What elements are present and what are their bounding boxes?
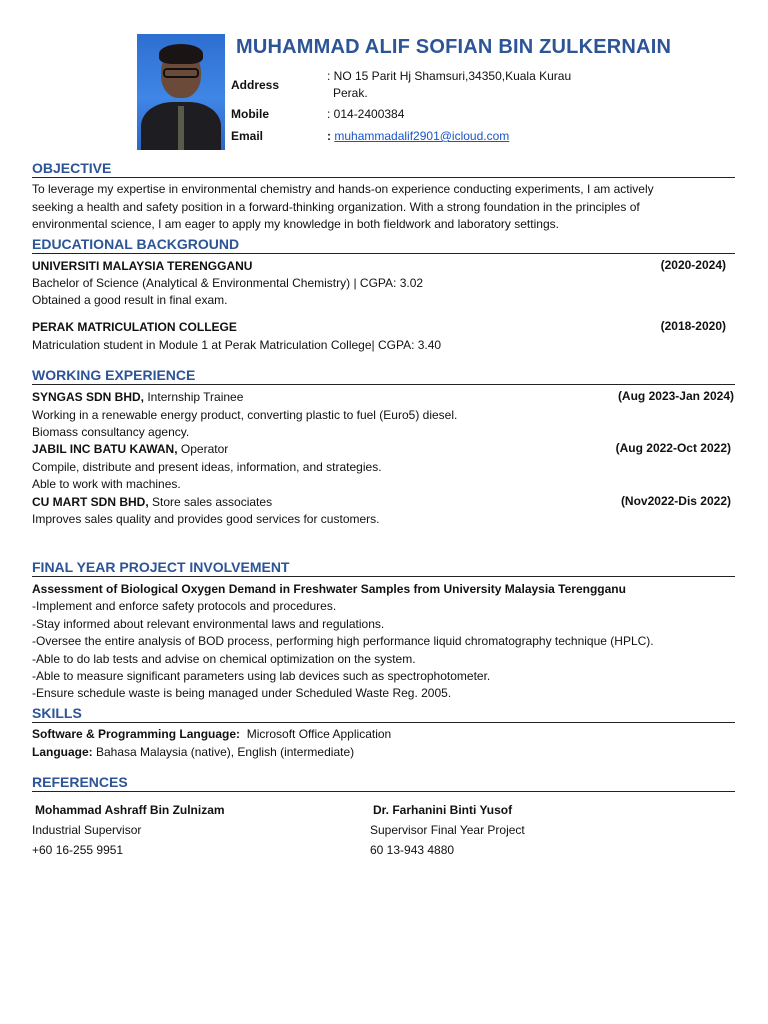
education-institution: UNIVERSITI MALAYSIA TERENGGANU (32, 259, 253, 273)
experience-detail: Biomass consultancy agency. (32, 425, 190, 439)
reference-1 (35, 800, 225, 820)
address-label: Address (231, 78, 280, 92)
profile-photo (137, 34, 225, 150)
skills-software-value: Microsoft Office Application (240, 727, 392, 741)
experience-detail: Able to work with machines. (32, 477, 181, 491)
reference-name: Dr. Farhanini Binti Yusof (373, 803, 513, 817)
experience-date: (Nov2022-Dis 2022) (620, 494, 731, 508)
education-title: EDUCATIONAL BACKGROUND (32, 236, 735, 254)
reference-phone: +60 16-255 9951 (32, 843, 124, 857)
experience-role: Store sales associates (148, 495, 273, 509)
experience-detail: Compile, distribute and present ideas, information, and strategies. (32, 460, 382, 474)
experience-role: Operator (177, 442, 229, 456)
reference-2 (373, 800, 512, 820)
experience-company: JABIL INC BATU KAWAN, (32, 442, 178, 456)
address-line-1: : NO 15 Parit Hj Shamsuri,34350,Kuala Kurau (327, 69, 572, 83)
objective-line: seeking a health and safety position in a forward-thinking organization. With a strong foundation in the principles of (32, 200, 640, 214)
fyp-item: -Stay informed about relevant environmental laws and regulations. (32, 617, 385, 631)
fyp-item: -Able to do lab tests and advise on chemical optimization on the system. (32, 652, 416, 666)
objective-line: To leverage my expertise in environmental chemistry and hands-on experience conducting experiments, I am actively (32, 182, 654, 196)
experience-company: SYNGAS SDN BHD, (32, 390, 145, 404)
fyp-item: -Able to measure significant parameters using lab devices such as spectrophotometer. (32, 669, 491, 683)
education-date: (2020-2024) (660, 258, 726, 272)
skills-title: SKILLS (32, 705, 735, 723)
email-label: Email (231, 129, 264, 143)
skills-software (32, 726, 737, 744)
reference-phone: 60 13-943 4880 (370, 843, 455, 857)
mobile-label: Mobile (231, 107, 269, 121)
education-detail: Bachelor of Science (Analytical & Environmental Chemistry) | CGPA: 3.02 (32, 276, 424, 290)
fyp-project-title: Assessment of Biological Oxygen Demand in Freshwater Samples from University Malaysia Terengganu (32, 582, 626, 596)
fyp-item: -Oversee the entire analysis of BOD process, performing high performance liquid chromatography technique (HPLC). (32, 634, 654, 648)
experience-role: Internship Trainee (144, 390, 244, 404)
education-institution: PERAK MATRICULATION COLLEGE (32, 320, 237, 334)
education-date: (2018-2020) (660, 319, 726, 333)
objective-title: OBJECTIVE (32, 160, 735, 178)
experience-date: (Aug 2022-Oct 2022) (615, 441, 731, 455)
experience-title: WORKING EXPERIENCE (32, 367, 735, 385)
reference-position: Industrial Supervisor (32, 823, 142, 837)
education-detail: Obtained a good result in final exam. (32, 293, 228, 307)
candidate-name: MUHAMMAD ALIF SOFIAN BIN ZULKERNAIN (236, 36, 672, 58)
experience-company: CU MART SDN BHD, (32, 495, 149, 509)
fyp-item: -Ensure schedule waste is being managed under Scheduled Waste Reg. 2005. (32, 686, 452, 700)
experience-detail: Working in a renewable energy product, converting plastic to fuel (Euro5) diesel. (32, 408, 458, 422)
references-title: REFERENCES (32, 774, 735, 792)
objective-line: environmental science, I am eager to apply my knowledge in both fieldwork and laboratory settings. (32, 217, 559, 231)
mobile-value: : 014-2400384 (327, 107, 405, 121)
email-row (327, 129, 509, 143)
skills-software-label: Software & Programming Language: (32, 727, 241, 741)
email-prefix: : (327, 129, 331, 143)
reference-position: Supervisor Final Year Project (370, 823, 525, 837)
skills-language (32, 744, 737, 762)
fyp-item: -Implement and enforce safety protocols and procedures. (32, 599, 337, 613)
fyp-title: FINAL YEAR PROJECT INVOLVEMENT (32, 559, 735, 577)
experience-date: (Aug 2023-Jan 2024) (617, 389, 734, 403)
skills-language-label: Language: (32, 745, 93, 759)
skills-language-value: Bahasa Malaysia (native), English (intermediate) (92, 745, 355, 759)
address-line-2: Perak. (333, 86, 368, 100)
experience-detail: Improves sales quality and provides good services for customers. (32, 512, 380, 526)
education-detail: Matriculation student in Module 1 at Perak Matriculation College| CGPA: 3.40 (32, 338, 442, 352)
reference-name: Mohammad Ashraff Bin Zulnizam (35, 803, 225, 817)
email-link[interactable]: muhammadalif2901@icloud.com (334, 129, 510, 143)
